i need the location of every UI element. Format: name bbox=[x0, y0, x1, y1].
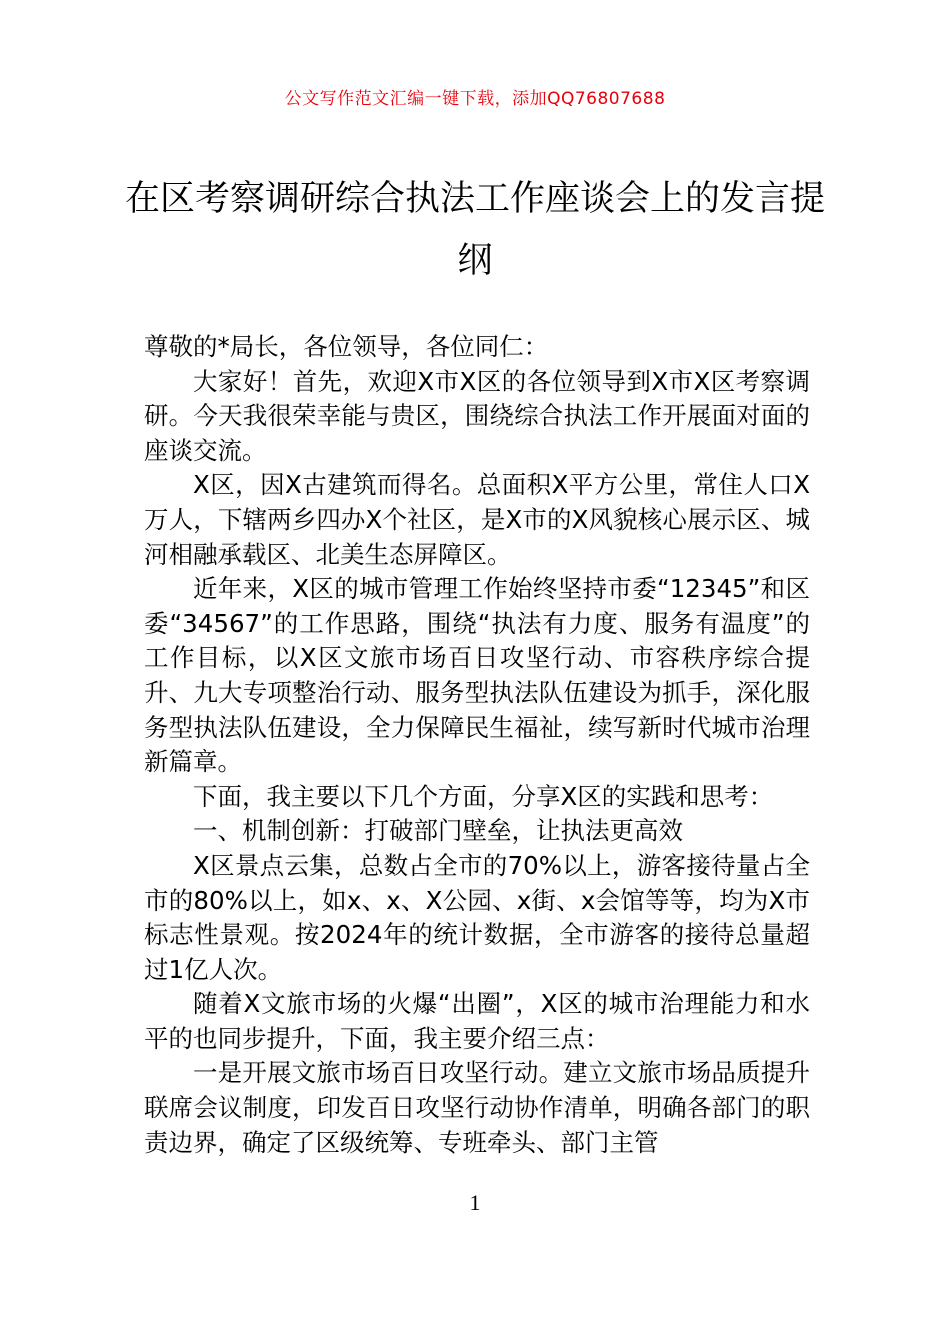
document-title: 在区考察调研综合执法工作座谈会上的发言提纲 bbox=[124, 179, 825, 281]
page-number: 1 bbox=[469, 1190, 481, 1215]
document-body bbox=[144, 330, 810, 1160]
paragraph: 一是开展文旅市场百日攻坚行动。建立文旅市场品质提升联席会议制度，印发百日攻坚行动协作清单，明确各部门的职责边界，确定了区级统筹、专班牵头、部门主管 bbox=[144, 1058, 810, 1157]
paragraph: 大家好！首先，欢迎X市X区的各位领导到X市X区考察调研。今天我很荣幸能与贵区，围绕综合执法工作开展面对面的座谈交流。 bbox=[144, 366, 810, 465]
paragraph: 近年来，X区的城市管理工作始终坚持市委“12345”和区委“34567”的工作思路，围绕“执法有力度、服务有温度”的工作目标，以X区文旅市场百日攻坚行动、市容秩序综合提升、九大专项整治行动、服务型执法队伍建设为抓手，深化服务型执法队伍建设，全力保障民生福祉，续写新时代城市治理新篇章。 bbox=[144, 574, 810, 777]
salutation: 尊敬的*局长，各位领导，各位同仁： bbox=[144, 332, 549, 361]
download-banner: 公文写作范文汇编一键下载，添加QQ76807688 bbox=[284, 89, 666, 109]
section-heading: 一、机制创新：打破部门壁垒，让执法更高效 bbox=[193, 816, 683, 846]
paragraph: 随着X文旅市场的火爆“出圈”，X区的城市治理能力和水平的也同步提升，下面，我主要介绍三点： bbox=[144, 989, 810, 1053]
paragraph: X区，因X古建筑而得名。总面积X平方公里，常住人口X万人，下辖两乡四办X个社区，是X市的X风貌核心展示区、城河相融承载区、北美生态屏障区。 bbox=[144, 470, 810, 569]
paragraph: 下面，我主要以下几个方面，分享X区的实践和思考： bbox=[193, 781, 774, 811]
paragraph: X区景点云集，总数占全市的70%以上，游客接待量占全市的80%以上，如x、x、X公园、x街、x会馆等等，均为X市标志性景观。按2024年的统计数据，全市游客的接待总量超过1亿人次。 bbox=[144, 850, 810, 984]
